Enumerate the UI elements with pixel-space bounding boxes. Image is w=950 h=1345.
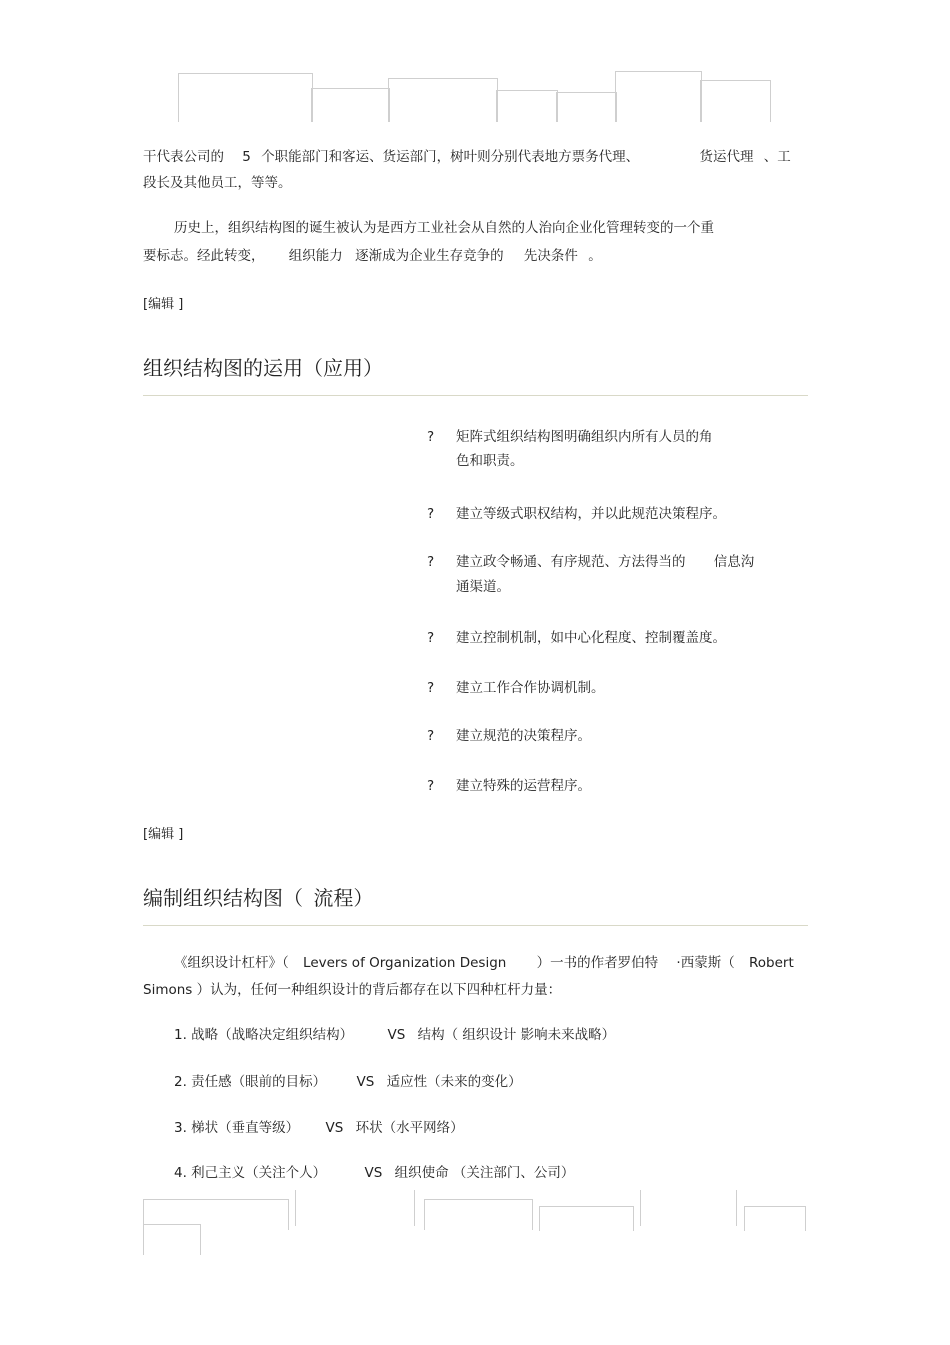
list-item [456, 552, 754, 572]
chart-box [178, 73, 313, 122]
text: 《组织设计杠杆》（ [174, 955, 289, 971]
list-item: 矩阵式组织结构图明确组织内所有人员的角 [456, 429, 713, 445]
chart-box [539, 1206, 634, 1231]
chart-box [496, 90, 558, 122]
lever-item [174, 1072, 522, 1092]
text: Levers of Organization Design [303, 955, 507, 971]
text: 个职能部门和客运、货运部门，树叶则分别代表地方票务代理、 [261, 149, 640, 165]
list-item: 通渠道。 [456, 579, 510, 595]
process-para-line-2: Simons ）认为，任何一种组织设计的背后都存在以下四种杠杆力量： [143, 982, 562, 998]
history-line-1: 历史上，组织结构图的诞生被认为是西方工业社会从自然的人治向企业化管理转变的一个重 [174, 220, 714, 236]
lever-item [174, 1163, 574, 1183]
text: 建立政令畅通、有序规范、方法得当的 [456, 554, 686, 570]
link-organizational-capability[interactable]: 组织能力 [288, 248, 343, 264]
text: 2. 责任感（眼前的目标） [174, 1074, 327, 1090]
intro-line-1 [143, 147, 791, 167]
chart-box [615, 71, 702, 122]
text: 适应性（未来的变化） [386, 1074, 522, 1090]
list-item: 建立等级式职权结构，并以此规范决策程序。 [456, 506, 726, 522]
link-freight-agent[interactable]: 货运代理 [699, 149, 754, 165]
text: 要标志。经此转变， [143, 248, 265, 264]
text: 结构（ 组织设计 影响未来战略） [417, 1027, 616, 1043]
bullet-marker: ? [427, 680, 435, 696]
text: 流程） [313, 886, 374, 910]
chart-box [744, 1206, 806, 1231]
section-title-application: 组织结构图的运用（应用） [143, 356, 383, 380]
chart-box [424, 1199, 533, 1230]
text: 逐渐成为企业生存竞争的 [355, 248, 504, 264]
edit-link[interactable]: [编辑 ] [143, 297, 184, 312]
text: 环状（水平网络） [355, 1120, 464, 1136]
text: 干代表公司的 [143, 149, 224, 165]
history-line-2 [143, 246, 602, 266]
bullet-marker: ? [427, 554, 435, 570]
text: 5 [242, 149, 251, 165]
chart-line [640, 1190, 641, 1226]
text: VS [364, 1165, 383, 1181]
intro-line-2: 段长及其他员工，等等。 [143, 175, 292, 191]
bullet-marker: ? [427, 728, 435, 744]
list-item: 建立工作合作协调机制。 [456, 680, 605, 696]
text: 3. 梯状（垂直等级） [174, 1120, 300, 1136]
lever-item [174, 1025, 615, 1045]
list-item: 建立特殊的运营程序。 [456, 778, 591, 794]
chart-box [388, 78, 498, 122]
list-item: 建立控制机制，如中心化程度、控制覆盖度。 [456, 630, 726, 646]
process-para-line-1 [174, 953, 794, 973]
lever-item [174, 1118, 464, 1138]
text: 1. 战略（战略决定组织结构） [174, 1027, 354, 1043]
bullet-marker: ? [427, 778, 435, 794]
chart-line [736, 1190, 737, 1226]
text: VS [387, 1027, 406, 1043]
text: ·西蒙斯（ [676, 955, 735, 971]
bullet-marker: ? [427, 429, 435, 445]
link-prerequisite[interactable]: 先决条件 [523, 248, 578, 264]
chart-box [143, 1224, 201, 1255]
text: 。 [588, 248, 602, 264]
chart-line [414, 1190, 415, 1226]
text: 组织使命 （关注部门、公司） [394, 1165, 575, 1181]
text: VS [356, 1074, 375, 1090]
section-title-process [143, 884, 373, 912]
list-item: 色和职责。 [456, 453, 524, 469]
chart-box [556, 92, 617, 122]
bullet-marker: ? [427, 630, 435, 646]
section-divider [143, 925, 808, 926]
bullet-marker: ? [427, 506, 435, 522]
text: VS [325, 1120, 344, 1136]
text: 编制组织结构图（ [143, 886, 303, 910]
chart-box [700, 80, 771, 122]
chart-box [311, 88, 390, 122]
link-information-communication[interactable]: 信息沟 [713, 554, 755, 570]
list-item: 建立规范的决策程序。 [456, 728, 591, 744]
edit-link[interactable]: [编辑 ] [143, 827, 184, 842]
text: 、工 [763, 149, 791, 165]
text: 4. 利己主义（关注个人） [174, 1165, 327, 1181]
chart-line [295, 1190, 296, 1226]
section-divider [143, 395, 808, 396]
text: ）一书的作者罗伯特 [536, 955, 659, 971]
text: Robert [749, 955, 794, 971]
